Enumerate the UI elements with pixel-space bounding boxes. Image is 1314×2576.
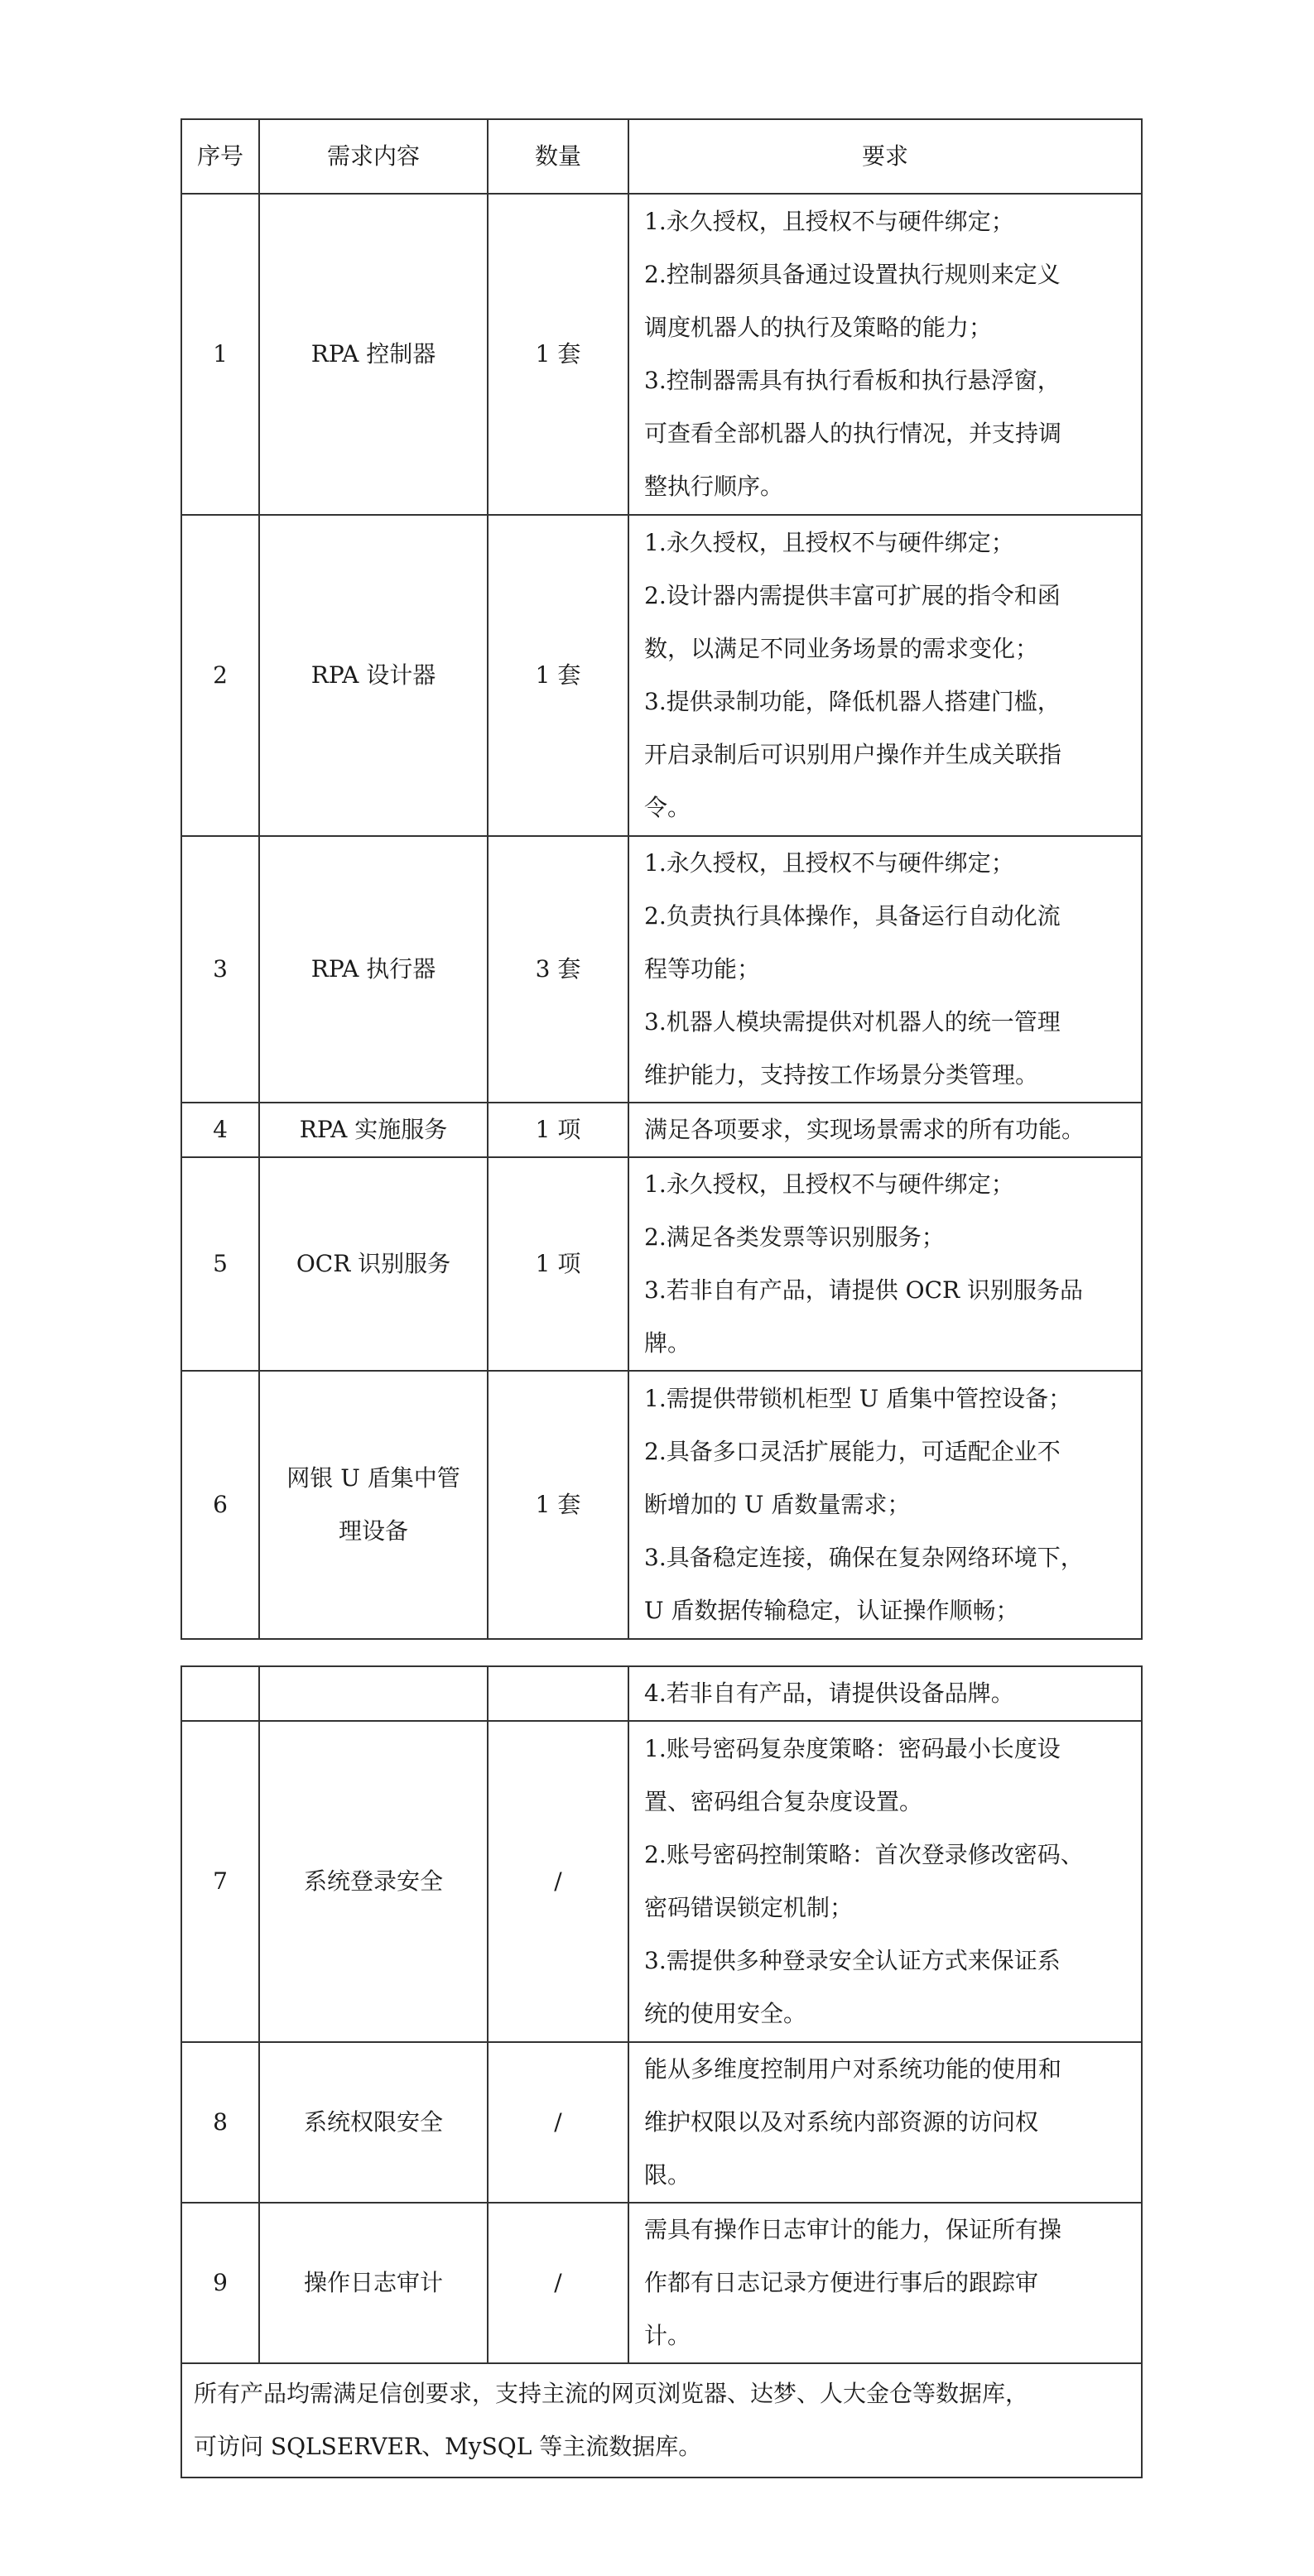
req-line: 1.永久授权，且授权不与硬件绑定； [644,849,1014,877]
table-row [181,1157,1142,1371]
header-item: 需求内容 [259,119,488,194]
header-req: 要求 [628,119,1142,194]
row-item [259,1666,488,1721]
req-line: 牌。 [644,1329,691,1357]
row-no [181,1666,259,1721]
row-qty: 1 项 [488,1103,628,1157]
row-no: 7 [181,1721,259,2042]
req-line: 3.若非自有产品，请提供 OCR 识别服务品 [644,1276,1083,1304]
table-row [181,1721,1142,2042]
req-line: 3.需提供多种登录安全认证方式来保证系 [644,1947,1061,1974]
req-line: 3.控制器需具有执行看板和执行悬浮窗， [644,367,1061,394]
req-line: 令。 [644,794,691,821]
req-line: 2.账号密码控制策略：首次登录修改密码、 [644,1841,1084,1868]
row-qty: / [488,2042,628,2203]
req-line: 能从多维度控制用户对系统功能的使用和 [644,2055,1062,2083]
row-no: 3 [181,836,259,1103]
row-item: RPA 设计器 [259,515,488,836]
row-qty: 1 项 [488,1157,628,1371]
req-line: 开启录制后可识别用户操作并生成关联指 [644,741,1062,768]
table-row [181,1371,1142,1639]
table-row [181,515,1142,836]
req-line: 1.永久授权，且授权不与硬件绑定； [644,1170,1014,1198]
req-line: 统的使用安全。 [644,2000,807,2027]
row-requirements [628,1103,1142,1157]
header-qty: 数量 [488,119,628,194]
row-qty [488,1666,628,1721]
row-no: 6 [181,1371,259,1639]
note-line: 所有产品均需满足信创要求，支持主流的网页浏览器、达梦、人大金仓等数据库， [194,2380,1029,2407]
row-no: 8 [181,2042,259,2203]
row-qty: 1 套 [488,1371,628,1639]
req-line: 密码错误锁定机制； [644,1894,854,1921]
req-line: 满足各项要求，实现场景需求的所有功能。 [644,1116,1085,1143]
note-line: 可访问 SQLSERVER、MySQL 等主流数据库。 [194,2433,702,2460]
row-requirements [628,1666,1142,1721]
header-no: 序号 [181,119,259,194]
row-requirements [628,194,1142,515]
req-line: 2.满足各类发票等识别服务； [644,1223,945,1251]
req-line: 1.需提供带锁机柜型 U 盾集中管控设备； [644,1385,1072,1412]
row-requirements [628,1721,1142,2042]
row-item: 操作日志审计 [259,2203,488,2363]
item-line: 网银 U 盾集中管 [286,1464,460,1492]
req-line: 整执行顺序。 [644,473,784,500]
note-row [181,2363,1142,2477]
req-line: 需具有操作日志审计的能力，保证所有操 [644,2216,1062,2243]
table-row [181,194,1142,515]
row-qty: 1 套 [488,194,628,515]
table-row [181,1103,1142,1157]
row-no: 5 [181,1157,259,1371]
row-no: 4 [181,1103,259,1157]
row-requirements [628,515,1142,836]
table-row [181,836,1142,1103]
item-line: 理设备 [338,1517,408,1545]
table-row [181,2203,1142,2363]
req-line: 2.具备多口灵活扩展能力，可适配企业不 [644,1438,1061,1465]
req-line: 4.若非自有产品，请提供设备品牌。 [644,1680,1014,1707]
row-qty: 1 套 [488,515,628,836]
row-requirements [628,2042,1142,2203]
row-requirements [628,1157,1142,1371]
req-line: 置、密码组合复杂度设置。 [644,1788,923,1815]
req-line: 3.具备稳定连接，确保在复杂网络环境下， [644,1544,1084,1571]
req-line: 可查看全部机器人的执行情况，并支持调 [644,420,1062,447]
row-item: RPA 控制器 [259,194,488,515]
row-item: RPA 执行器 [259,836,488,1103]
req-line: 2.控制器须具备通过设置执行规则来定义 [644,261,1061,288]
header-row [181,119,1142,194]
row-requirements [628,2203,1142,2363]
row-item [259,1371,488,1639]
row-requirements [628,836,1142,1103]
req-line: 2.负责执行具体操作，具备运行自动化流 [644,902,1061,930]
note-cell [181,2363,1142,2477]
row-qty: / [488,2203,628,2363]
row-item: 系统登录安全 [259,1721,488,2042]
req-line: 断增加的 U 盾数量需求； [644,1491,911,1518]
req-line: 数，以满足不同业务场景的需求变化； [644,635,1039,662]
req-line: 3.机器人模块需提供对机器人的统一管理 [644,1008,1061,1036]
row-qty: / [488,1721,628,2042]
req-line: 2.设计器内需提供丰富可扩展的指令和函 [644,582,1061,609]
req-line: 3.提供录制功能，降低机器人搭建门槛， [644,688,1061,715]
table-row [181,2042,1142,2203]
req-line: 调度机器人的执行及策略的能力； [644,314,993,341]
req-line: 限。 [644,2161,691,2189]
row-item: RPA 实施服务 [259,1103,488,1157]
requirements-table-part1 [180,118,1143,1640]
requirements-table-part2 [180,1665,1143,2478]
req-line: 计。 [644,2322,691,2349]
req-line: 作都有日志记录方便进行事后的跟踪审 [644,2269,1039,2296]
req-line: U 盾数据传输稳定，认证操作顺畅； [644,1597,1019,1624]
req-line: 1.永久授权，且授权不与硬件绑定； [644,529,1014,556]
req-line: 维护能力，支持按工作场景分类管理。 [644,1061,1039,1089]
req-line: 程等功能； [644,955,761,983]
req-line: 维护权限以及对系统内部资源的访问权 [644,2108,1039,2136]
row-item: 系统权限安全 [259,2042,488,2203]
row-requirements [628,1371,1142,1639]
row-item: OCR 识别服务 [259,1157,488,1371]
req-line: 1.账号密码复杂度策略：密码最小长度设 [644,1735,1061,1762]
req-line: 1.永久授权，且授权不与硬件绑定； [644,208,1014,235]
row-no: 1 [181,194,259,515]
table-row-continued [181,1666,1142,1721]
row-no: 2 [181,515,259,836]
row-no: 9 [181,2203,259,2363]
row-qty: 3 套 [488,836,628,1103]
